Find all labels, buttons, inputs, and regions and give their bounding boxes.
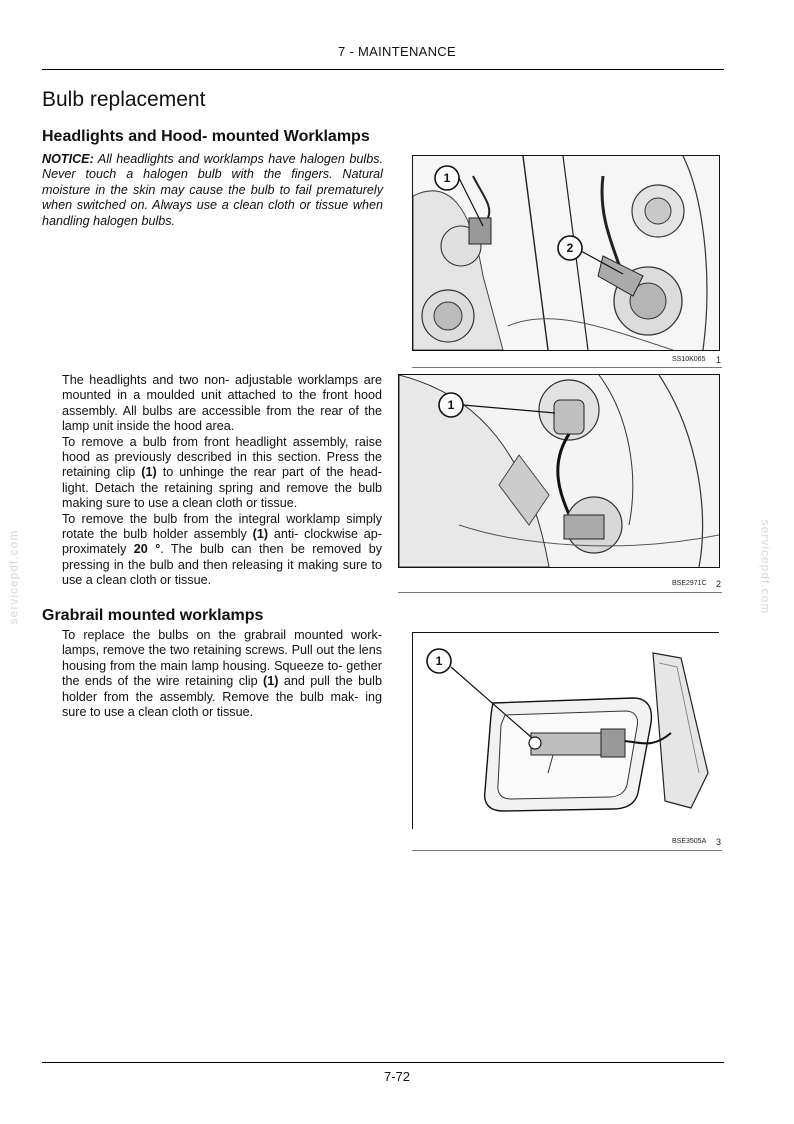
notice-text: All headlights and worklamps have halogen bulbs. Never touch a halogen bulb with the fingers. Natural moisture in the skin may cause the bulb to fail prematurely when switched on. Always use a clean cloth or tissue when handling halogen bulbs. [42,152,383,228]
headlight-para-1: The headlights and two non- adjustable worklamps are mounted in a moulded unit attached to the front hood assembly. All bulbs are accessible from the rear of the lamp unit inside the hood area. [62,373,382,434]
watermark-right: servicepdf.com [758,519,773,615]
notice-label: NOTICE: [42,152,94,166]
figure-2-image [398,374,720,568]
headlight-para-2: To remove a bulb from front headlight assembly, raise hood as previously described in this section. Press the retaining clip (1) to unhinge the rear part of the head- light. Detach the retaining spring and remove the bulb making sure to use a clean cloth or tissue. [62,434,382,511]
header-rule [42,69,724,70]
watermark-left: servicepdf.com [6,529,21,625]
figure-1-image [412,155,720,351]
figure-1-rule [412,367,722,368]
figure-1-number: 1 [716,355,722,365]
figure-3-number: 3 [716,837,722,847]
callout-label-1: 1 [447,398,455,412]
grabrail-para: To replace the bulbs on the grabrail mounted work- lamps, remove the two retaining screws. Pull out the lens housing from the main lamp housing. Squeeze to- gether the ends of the wire retaining clip (1) and pull the bulb holder from the assembly. Remove the bulb mak- ing sure to use a clean cloth or tissue. [62,628,382,720]
grabrail-body [62,628,382,720]
ref-1: (1) [252,527,269,542]
figure-2-number: 2 [716,579,722,589]
running-header: 7 - MAINTENANCE [338,44,456,59]
figure-2-rule [398,592,722,593]
notice-paragraph [42,152,383,229]
headlight-rear-illustration [413,156,719,350]
section-heading-grabrail: Grabrail mounted worklamps [42,607,264,624]
ref-1: (1) [141,465,157,480]
callout-label-1: 1 [435,654,443,668]
footer-rule [42,1062,724,1063]
rotation-angle: 20 ° [133,542,161,557]
figure-2-code: BSE2971C [672,580,707,587]
figure-3-rule [412,850,722,851]
page-number: 7-72 [383,1069,411,1084]
grabrail-worklamp-illustration [413,633,719,829]
section-heading-headlights: Headlights and Hood- mounted Worklamps [42,128,370,145]
headlight-para-3: To remove the bulb from the integral worklamp simply rotate the bulb holder assembly (1) anti- clockwise ap- proximately 20 °. The bulb can then be removed by pressing in the bulb and then releasing it making sure to use a clean cloth or tissue. [62,511,383,588]
ref-1: (1) [263,674,279,689]
worklamp-bulb-holder-illustration [399,375,719,567]
callout-label-2: 2 [566,241,574,255]
headlight-body [62,373,382,589]
callout-label-1: 1 [443,171,451,185]
figure-1-code: SS10K065 [672,356,706,363]
figure-3-code: BSE3505A [672,838,707,845]
figure-3-image [412,632,719,829]
page-title: Bulb replacement [42,88,206,111]
